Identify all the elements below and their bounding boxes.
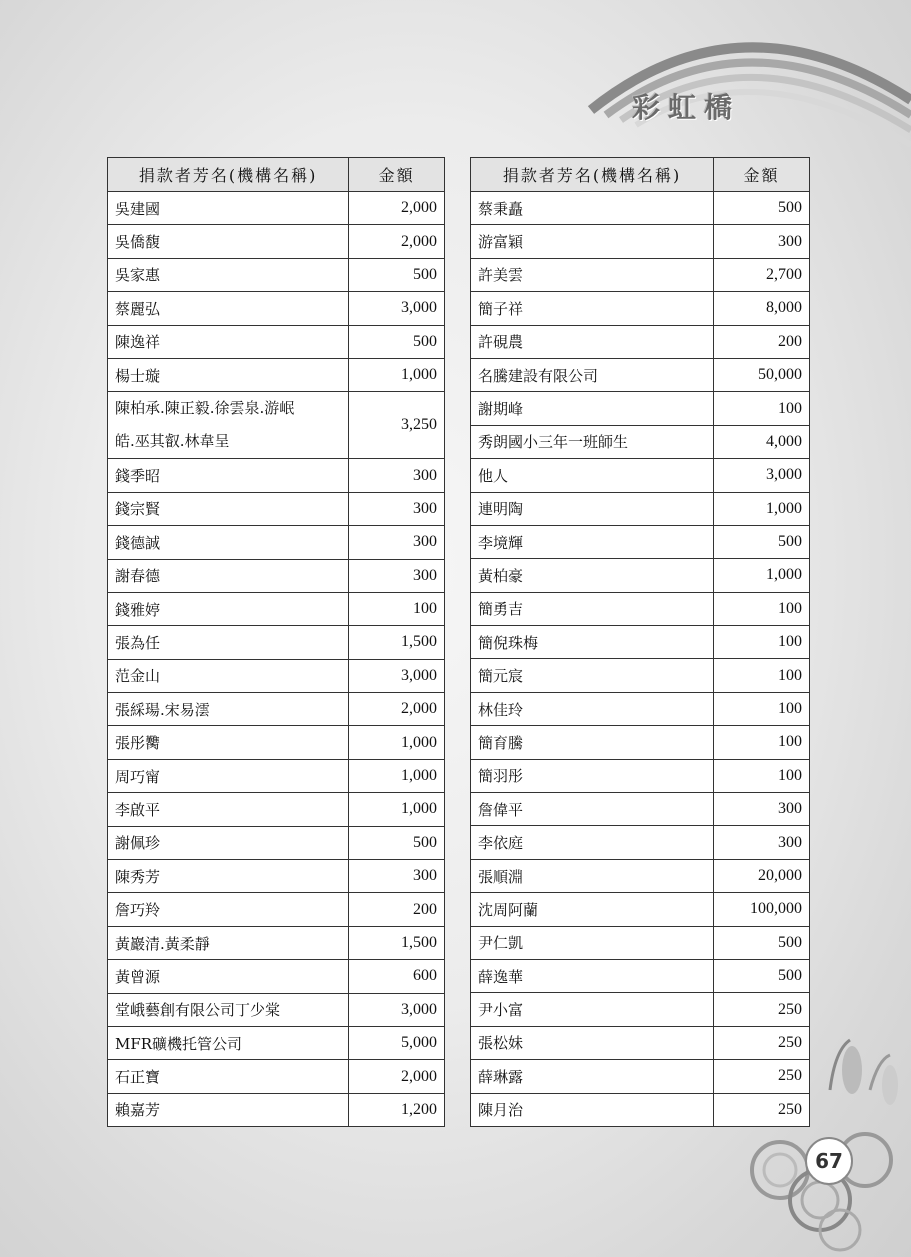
table-row <box>471 726 810 759</box>
donor-name: 張綵瑒.宋易澐 <box>108 693 349 726</box>
rainbow-arc-decoration <box>551 0 911 170</box>
table-row <box>108 225 445 258</box>
donor-name: 詹偉平 <box>471 793 714 826</box>
donor-name: 石正寶 <box>108 1060 349 1093</box>
table-row <box>471 926 810 959</box>
donation-amount: 5,000 <box>349 1026 445 1059</box>
table-row <box>471 626 810 659</box>
donor-name: 簡元宸 <box>471 659 714 692</box>
donation-amount: 100 <box>714 592 810 625</box>
donation-amount: 250 <box>714 993 810 1026</box>
donor-name: 賴嘉芳 <box>108 1093 349 1126</box>
donor-name: 黃柏豪 <box>471 559 714 592</box>
table-row <box>471 225 810 258</box>
donation-amount: 300 <box>714 225 810 258</box>
donor-name: 薛琳露 <box>471 1060 714 1093</box>
donor-name: 陳秀芳 <box>108 860 349 893</box>
table-row <box>108 292 445 325</box>
donation-amount: 1,000 <box>349 793 445 826</box>
donor-name: 錢德誠 <box>108 526 349 559</box>
table-row <box>108 192 445 225</box>
table-row <box>471 959 810 992</box>
donor-name: 謝佩珍 <box>108 826 349 859</box>
donor-name: 李境輝 <box>471 525 714 558</box>
donor-name: 張松妹 <box>471 1026 714 1059</box>
donation-amount: 200 <box>714 325 810 358</box>
donor-name: 范金山 <box>108 659 349 692</box>
table-row <box>108 926 445 959</box>
table-row <box>108 1026 445 1059</box>
donor-table-right <box>470 157 810 1127</box>
table-row <box>108 492 445 525</box>
donation-amount: 2,000 <box>349 225 445 258</box>
donation-amount: 2,000 <box>349 192 445 225</box>
donor-name: 李啟平 <box>108 793 349 826</box>
column-header-amount: 金額 <box>714 158 810 192</box>
table-row <box>108 826 445 859</box>
donor-name: 游富穎 <box>471 225 714 258</box>
donation-amount: 300 <box>349 559 445 592</box>
donation-amount: 500 <box>349 826 445 859</box>
table-row <box>108 592 445 625</box>
table-row <box>471 358 810 391</box>
donation-amount: 500 <box>714 525 810 558</box>
donation-amount: 300 <box>714 793 810 826</box>
donation-amount: 100 <box>714 659 810 692</box>
donation-amount: 200 <box>349 893 445 926</box>
donation-amount: 2,000 <box>349 1060 445 1093</box>
donor-name: 黃曾源 <box>108 960 349 993</box>
donation-amount: 300 <box>714 826 810 859</box>
donor-name: 蔡秉矗 <box>471 192 714 225</box>
donor-name: 張為任 <box>108 626 349 659</box>
donor-name: 錢雅婷 <box>108 592 349 625</box>
donation-amount: 250 <box>714 1060 810 1093</box>
table-row <box>471 425 810 458</box>
donor-name: 吳建國 <box>108 192 349 225</box>
donation-amount: 4,000 <box>714 425 810 458</box>
table-row <box>108 526 445 559</box>
donation-amount: 250 <box>714 1093 810 1126</box>
table-row <box>471 826 810 859</box>
donor-name: 許硯農 <box>471 325 714 358</box>
donor-name: 簡倪珠梅 <box>471 626 714 659</box>
donor-name: 簡育騰 <box>471 726 714 759</box>
table-row <box>471 859 810 892</box>
donation-amount: 100 <box>714 759 810 792</box>
table-row <box>471 692 810 725</box>
donor-name: 許美雲 <box>471 258 714 291</box>
donation-amount: 1,000 <box>349 759 445 792</box>
column-header-amount: 金額 <box>349 158 445 192</box>
donation-amount: 500 <box>349 258 445 291</box>
table-row <box>108 626 445 659</box>
donor-name: 簡勇吉 <box>471 592 714 625</box>
donation-amount: 8,000 <box>714 292 810 325</box>
donor-name: 周巧甯 <box>108 759 349 792</box>
donation-amount: 300 <box>349 459 445 492</box>
table-row <box>108 1093 445 1126</box>
donation-amount: 100,000 <box>714 893 810 926</box>
donation-amount: 3,000 <box>349 659 445 692</box>
donation-amount: 600 <box>349 960 445 993</box>
donor-name: 秀朗國小三年一班師生 <box>471 425 714 458</box>
donor-name-line: 皓.巫其叡.林韋呈 <box>115 432 230 451</box>
donor-name: 陳月治 <box>471 1093 714 1126</box>
table-row <box>108 726 445 759</box>
donor-name: 簡羽彤 <box>471 759 714 792</box>
donor-name: MFR礦機托管公司 <box>108 1026 349 1059</box>
donation-amount: 100 <box>714 626 810 659</box>
table-row <box>471 759 810 792</box>
table-row <box>471 292 810 325</box>
table-row <box>471 392 810 425</box>
table-row <box>471 492 810 525</box>
donor-name: 楊士璇 <box>108 358 349 391</box>
donation-amount: 500 <box>714 926 810 959</box>
donation-amount: 300 <box>349 526 445 559</box>
donation-amount: 1,200 <box>349 1093 445 1126</box>
donor-name: 錢季昭 <box>108 459 349 492</box>
donation-amount: 1,000 <box>714 559 810 592</box>
donor-name: 薛逸華 <box>471 959 714 992</box>
donor-name: 吳僑馥 <box>108 225 349 258</box>
donor-name-line: 陳柏承.陳正毅.徐雲泉.游岷 <box>115 399 295 418</box>
donation-amount: 100 <box>349 592 445 625</box>
table-row <box>108 459 445 492</box>
donation-amount: 1,500 <box>349 926 445 959</box>
page-number: 67 <box>805 1137 853 1185</box>
donation-amount: 3,250 <box>349 392 445 459</box>
donation-amount: 3,000 <box>349 993 445 1026</box>
donation-amount: 500 <box>714 959 810 992</box>
donor-name: 簡子祥 <box>471 292 714 325</box>
donor-name: 吳家惠 <box>108 258 349 291</box>
table-row <box>471 592 810 625</box>
column-header-name: 捐款者芳名(機構名稱) <box>471 158 714 192</box>
donor-name: 連明陶 <box>471 492 714 525</box>
header-title: 彩虹橋 <box>632 91 741 124</box>
donor-name: 尹小富 <box>471 993 714 1026</box>
table-row <box>471 525 810 558</box>
table-row <box>108 258 445 291</box>
donation-amount: 500 <box>714 192 810 225</box>
table-row <box>108 759 445 792</box>
table-row <box>471 258 810 291</box>
donor-name <box>108 392 349 459</box>
donation-amount: 20,000 <box>714 859 810 892</box>
donor-name: 堂峨藝創有限公司丁少棠 <box>108 993 349 1026</box>
donation-amount: 100 <box>714 692 810 725</box>
table-row <box>108 358 445 391</box>
table-row <box>108 559 445 592</box>
donor-name: 張順淵 <box>471 859 714 892</box>
donor-name: 蔡麗弘 <box>108 292 349 325</box>
donation-amount: 50,000 <box>714 358 810 391</box>
donor-name: 名騰建設有限公司 <box>471 358 714 391</box>
table-row <box>108 659 445 692</box>
table-row <box>108 960 445 993</box>
table-row <box>108 392 445 459</box>
donation-amount: 3,000 <box>714 459 810 492</box>
donor-name: 陳逸祥 <box>108 325 349 358</box>
donation-amount: 100 <box>714 392 810 425</box>
table-row <box>471 192 810 225</box>
table-row <box>108 860 445 893</box>
table-row <box>471 325 810 358</box>
donor-name: 張彤臡 <box>108 726 349 759</box>
donor-name: 沈周阿蘭 <box>471 893 714 926</box>
table-row <box>471 659 810 692</box>
donor-name: 尹仁凱 <box>471 926 714 959</box>
table-row <box>108 893 445 926</box>
donor-name: 黃巖清.黃柔靜 <box>108 926 349 959</box>
donation-amount: 100 <box>714 726 810 759</box>
table-row <box>108 693 445 726</box>
donor-name: 林佳玲 <box>471 692 714 725</box>
table-row <box>471 559 810 592</box>
donation-amount: 250 <box>714 1026 810 1059</box>
donor-table-left <box>107 157 445 1127</box>
donation-amount: 2,700 <box>714 258 810 291</box>
donor-name: 他人 <box>471 459 714 492</box>
donor-name: 錢宗賢 <box>108 492 349 525</box>
donation-amount: 1,500 <box>349 626 445 659</box>
donation-amount: 300 <box>349 492 445 525</box>
table-row <box>108 793 445 826</box>
column-header-name: 捐款者芳名(機構名稱) <box>108 158 349 192</box>
donor-name: 謝春德 <box>108 559 349 592</box>
donation-amount: 1,000 <box>349 726 445 759</box>
table-row <box>108 1060 445 1093</box>
table-row <box>471 993 810 1026</box>
table-row <box>108 325 445 358</box>
donor-name: 謝期峰 <box>471 392 714 425</box>
donation-amount: 1,000 <box>714 492 810 525</box>
donor-name: 詹巧羚 <box>108 893 349 926</box>
table-row <box>471 793 810 826</box>
table-row <box>471 893 810 926</box>
donation-amount: 500 <box>349 325 445 358</box>
donation-amount: 300 <box>349 860 445 893</box>
donor-name: 李依庭 <box>471 826 714 859</box>
donation-amount: 1,000 <box>349 358 445 391</box>
donation-amount: 3,000 <box>349 292 445 325</box>
table-row <box>108 993 445 1026</box>
table-row <box>471 459 810 492</box>
donation-amount: 2,000 <box>349 693 445 726</box>
